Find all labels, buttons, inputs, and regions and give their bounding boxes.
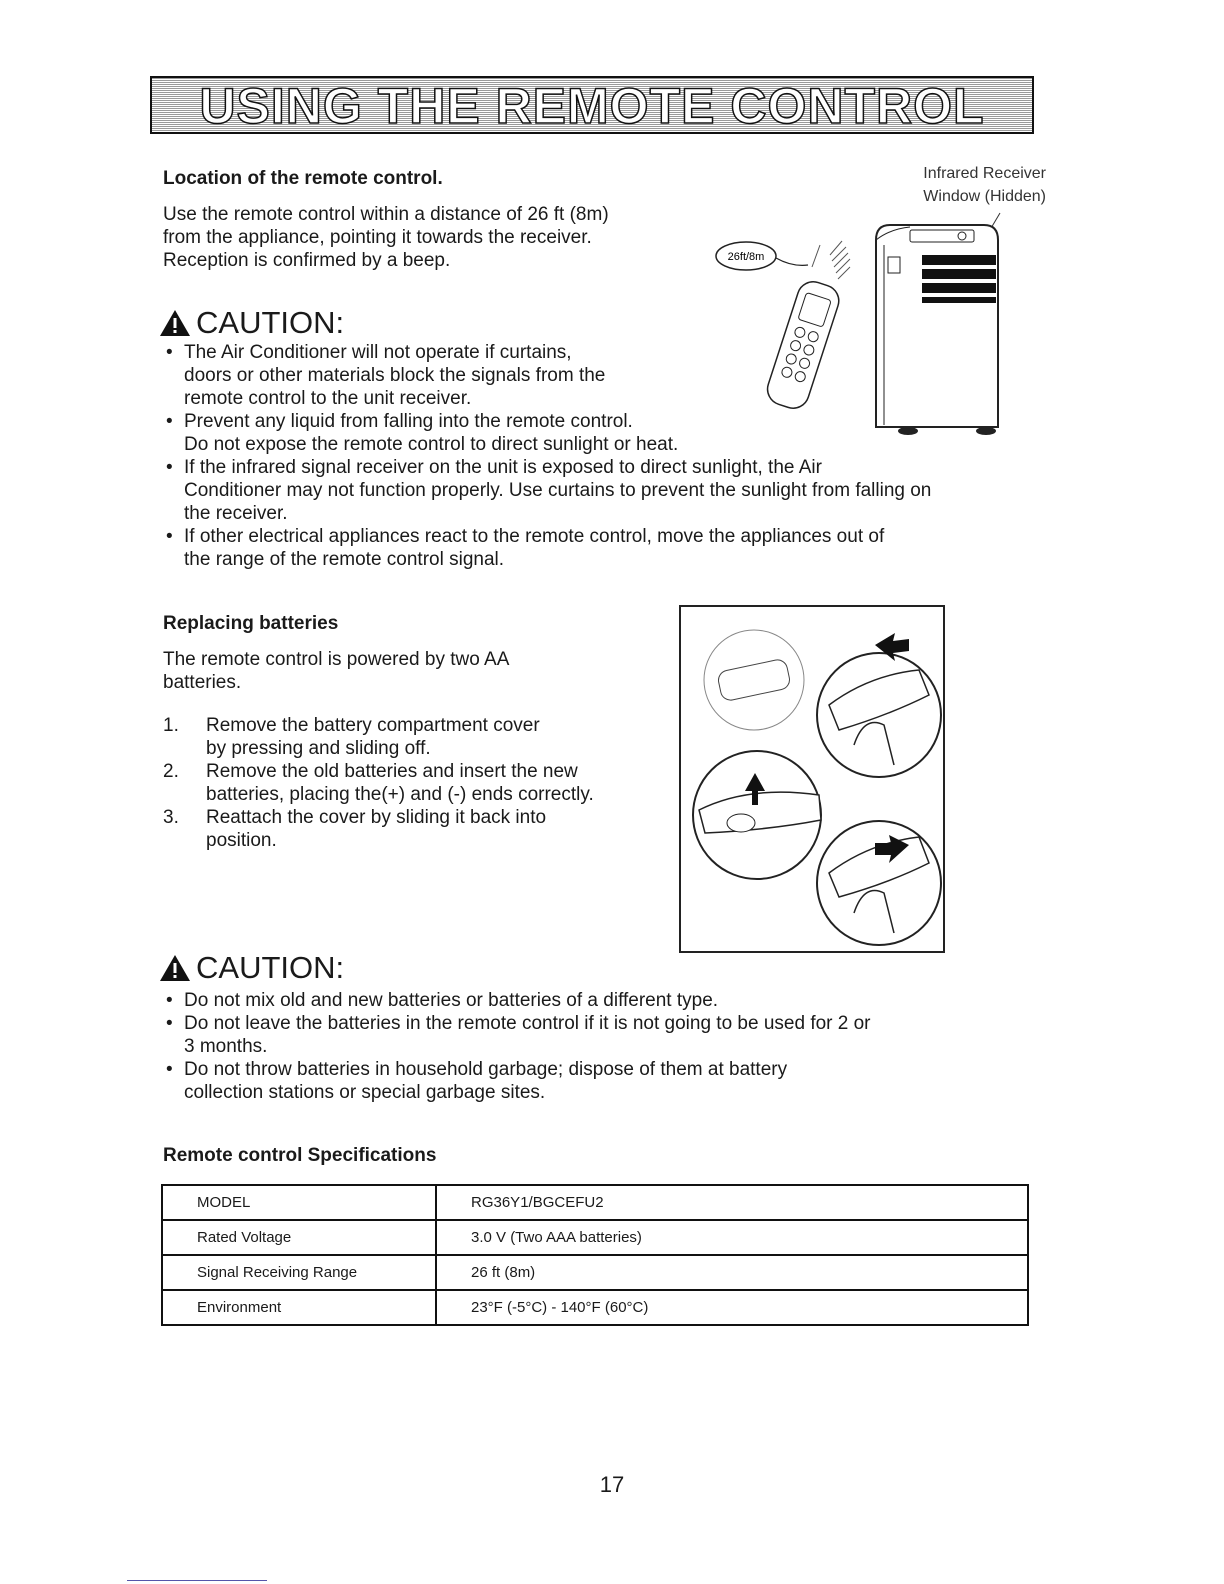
spec-value: 23°F (-5°C) - 140°F (60°C)	[436, 1290, 1028, 1325]
battery-step: 3. Reattach the cover by sliding it back into position.	[163, 807, 547, 851]
caution-bullet: • Do not leave the batteries in the remote control if it is not going to be used for 2 or 3 months.	[162, 1012, 1042, 1058]
caution-list-2	[162, 989, 1042, 1104]
receiver-label-line: Infrared Receiver	[923, 165, 1046, 182]
spec-label: Environment	[162, 1290, 436, 1325]
page-title: USING THE REMOTE CONTROL	[199, 78, 985, 134]
footer-divider	[127, 1580, 267, 1581]
batteries-heading: Replacing batteries	[163, 613, 339, 634]
spec-label: Signal Receiving Range	[162, 1255, 436, 1290]
page-banner	[150, 76, 1034, 134]
table-row	[162, 1220, 1028, 1255]
batteries-intro: The remote control is powered by two AA batteries.	[163, 649, 510, 693]
battery-step: 2. Remove the old batteries and insert the new batteries, placing the(+) and (-) ends correctly.	[163, 761, 594, 805]
receiver-label	[880, 162, 1046, 208]
caution-heading	[158, 305, 344, 341]
location-line: Reception is confirmed by a beep.	[163, 250, 451, 271]
step3-detail-circle	[817, 821, 941, 945]
page-number: 17	[599, 1472, 625, 1497]
location-heading: Location of the remote control.	[163, 168, 443, 189]
distance-bubble	[716, 242, 808, 270]
caution-bullet: • Do not mix old and new batteries or batteries of a different type.	[162, 989, 1042, 1012]
caution-bullet: • Prevent any liquid from falling into the remote control. Do not expose the remote control to direct sunlight or heat.	[162, 410, 1042, 456]
spec-value: 26 ft (8m)	[436, 1255, 1028, 1290]
distance-label: 26ft/8m	[727, 251, 765, 263]
battery-steps	[163, 714, 663, 852]
caution-label: CAUTION:	[196, 305, 345, 340]
location-line: Use the remote control within a distance of 26 ft (8m)	[163, 204, 609, 225]
caution-bullet: • The Air Conditioner will not operate if curtains, doors or other materials block the signals from the remote control to the unit receiver.	[162, 341, 1042, 410]
location-line: from the appliance, pointing it towards the receiver.	[163, 227, 592, 248]
receiver-label-line: Window (Hidden)	[923, 188, 1046, 205]
spec-label: MODEL	[162, 1185, 436, 1220]
caution-bullet: • Do not throw batteries in household garbage; dispose of them at battery collection stations or special garbage sites.	[162, 1058, 1042, 1104]
table-row	[162, 1290, 1028, 1325]
specs-table	[161, 1184, 1029, 1326]
spec-value: 3.0 V (Two AAA batteries)	[436, 1220, 1028, 1255]
spec-label: Rated Voltage	[162, 1220, 436, 1255]
spec-value: RG36Y1/BGCEFU2	[436, 1185, 1028, 1220]
location-text	[163, 203, 609, 272]
caution-label: CAUTION:	[196, 950, 345, 985]
caution-heading-2	[158, 950, 344, 986]
caution-bullet: • If the infrared signal receiver on the unit is exposed to direct sunlight, the Air Conditioner may not function properly. Use curtains to prevent the sunlight from falling on the receiver.	[162, 456, 1042, 525]
warning-triangle-icon	[158, 308, 192, 338]
caution-list	[162, 341, 1042, 571]
table-row	[162, 1255, 1028, 1290]
battery-replacement-illustration	[679, 605, 945, 953]
battery-step: 1. Remove the battery compartment cover by pressing and sliding off.	[163, 715, 540, 759]
table-row	[162, 1185, 1028, 1220]
step2-detail-circle	[693, 751, 821, 879]
signal-waves-icon	[812, 241, 850, 279]
warning-triangle-icon	[158, 953, 192, 983]
caution-bullet: • If other electrical appliances react to the remote control, move the appliances out of the range of the remote control signal.	[162, 525, 1042, 571]
specs-heading: Remote control Specifications	[163, 1145, 437, 1166]
